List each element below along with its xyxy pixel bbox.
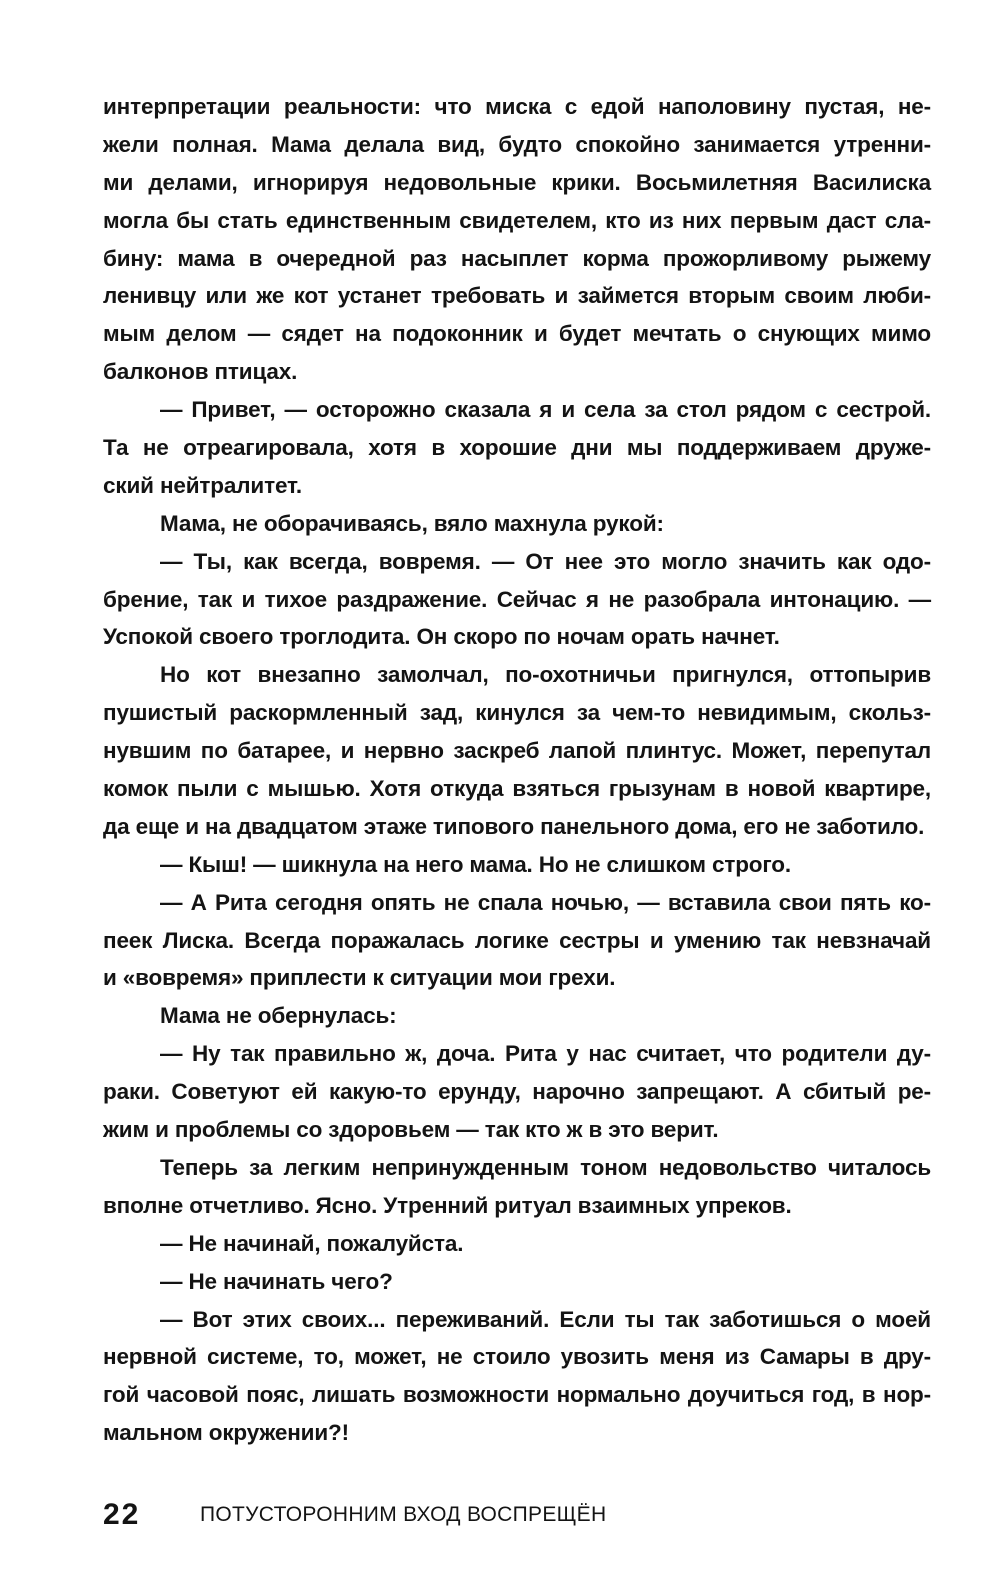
text-line: ленивцу или же кот устанет требовать и займется вторым своим люби- (103, 283, 931, 309)
text-line: и «вовремя» приплести к ситуации мои грехи. (103, 965, 616, 991)
text-line: мальном окружении?! (103, 1420, 349, 1446)
paragraph (103, 846, 931, 884)
text-line: вполне отчетливо. Ясно. Утренний ритуал взаимных упреков. (103, 1192, 792, 1218)
text-line: Теперь за легким непринужденным тоном недовольство читалось (160, 1154, 931, 1180)
text-line: мым делом — сядет на подоконник и будет мечтать о снующих мимо (103, 321, 931, 347)
text-line: — Не начинать чего? (160, 1268, 393, 1294)
paragraph (103, 543, 931, 657)
text-line: Мама, не оборачиваясь, вяло махнула рукой: (160, 510, 664, 536)
paragraph (103, 997, 931, 1035)
running-title: ПОТУСТОРОННИМ ВХОД ВОСПРЕЩЁН (200, 1503, 607, 1526)
text-line: — Ну так правильно ж, доча. Рита у нас считает, что родители ду- (160, 1041, 931, 1067)
text-line: жим и проблемы со здоровьем — так кто ж в это верит. (103, 1117, 719, 1143)
text-line: комок пыли с мышью. Хотя откуда взяться грызунам в новой квартире, (103, 776, 931, 802)
text-line: да еще и на двадцатом этаже типового панельного дома, его не заботило. (103, 813, 925, 839)
text-line: пеек Лиска. Всегда поражалась логике сестры и умению так невзначай (103, 927, 931, 953)
text-line: брение, так и тихое раздражение. Сейчас я не разобрала интонацию. — (103, 586, 931, 612)
text-line: Успокой своего троглодита. Он скоро по ночам орать начнет. (103, 624, 780, 650)
paragraph (103, 505, 931, 543)
text-line: — Не начинай, пожалуйста. (160, 1230, 464, 1256)
text-line: — Вот этих своих... переживаний. Если ты так заботишься о моей (160, 1306, 931, 1332)
text-line: нувшим по батарее, и нервно заскреб лапой плинтус. Может, перепутал (103, 738, 931, 764)
page-footer (103, 1495, 606, 1535)
paragraph (103, 656, 931, 845)
text-line: жели полная. Мама делала вид, будто спокойно занимается утренни- (103, 131, 931, 157)
text-line: Мама не обернулась: (160, 1003, 397, 1029)
paragraph (103, 1263, 931, 1301)
text-line: ский нейтралитет. (103, 472, 303, 498)
paragraph (103, 1035, 931, 1149)
paragraph (103, 1225, 931, 1263)
paragraph (103, 1301, 931, 1453)
paragraph (103, 1149, 931, 1225)
text-line: — А Рита сегодня опять не спала ночью, — вставила свои пять ко- (160, 889, 931, 915)
text-line: — Кыш! — шикнула на него мама. Но не слишком строго. (160, 851, 792, 877)
page-number: 22 (103, 1498, 141, 1531)
text-line: пушистый раскормленный зад, кинулся за чем-то невидимым, скольз- (103, 700, 931, 726)
text-line: бину: мама в очередной раз насыплет корма прожорливому рыжему (103, 245, 931, 271)
text-line: нервной системе, то, может, не стоило увозить меня из Самары в дру- (103, 1344, 931, 1370)
text-line: Та не отреагировала, хотя в хорошие дни мы поддерживаем друже- (103, 435, 931, 461)
text-line: — Ты, как всегда, вовремя. — От нее это могло значить как одо- (160, 548, 931, 574)
text-line: интерпретации реальности: что миска с едой наполовину пустая, не- (103, 94, 931, 119)
text-line: гой часовой пояс, лишать возможности нормально доучиться год, в нор- (103, 1382, 931, 1408)
text-line: — Привет, — осторожно сказала я и села за стол рядом с сестрой. (160, 397, 931, 423)
text-line: ми делами, игнорируя недовольные крики. Восьмилетняя Василиска (103, 169, 931, 195)
text-line: могла бы стать единственным свидетелем, кто из них первым даст сла- (103, 207, 931, 233)
paragraph (103, 391, 931, 505)
paragraph (103, 88, 931, 391)
text-line: Но кот внезапно замолчал, по-охотничьи пригнулся, оттопырив (160, 662, 931, 688)
paragraph (103, 884, 931, 998)
body-text (103, 88, 931, 1452)
text-line: раки. Советуют ей какую-то ерунду, нарочно запрещают. А сбитый ре- (103, 1079, 931, 1105)
text-line: балконов птицах. (103, 359, 298, 385)
